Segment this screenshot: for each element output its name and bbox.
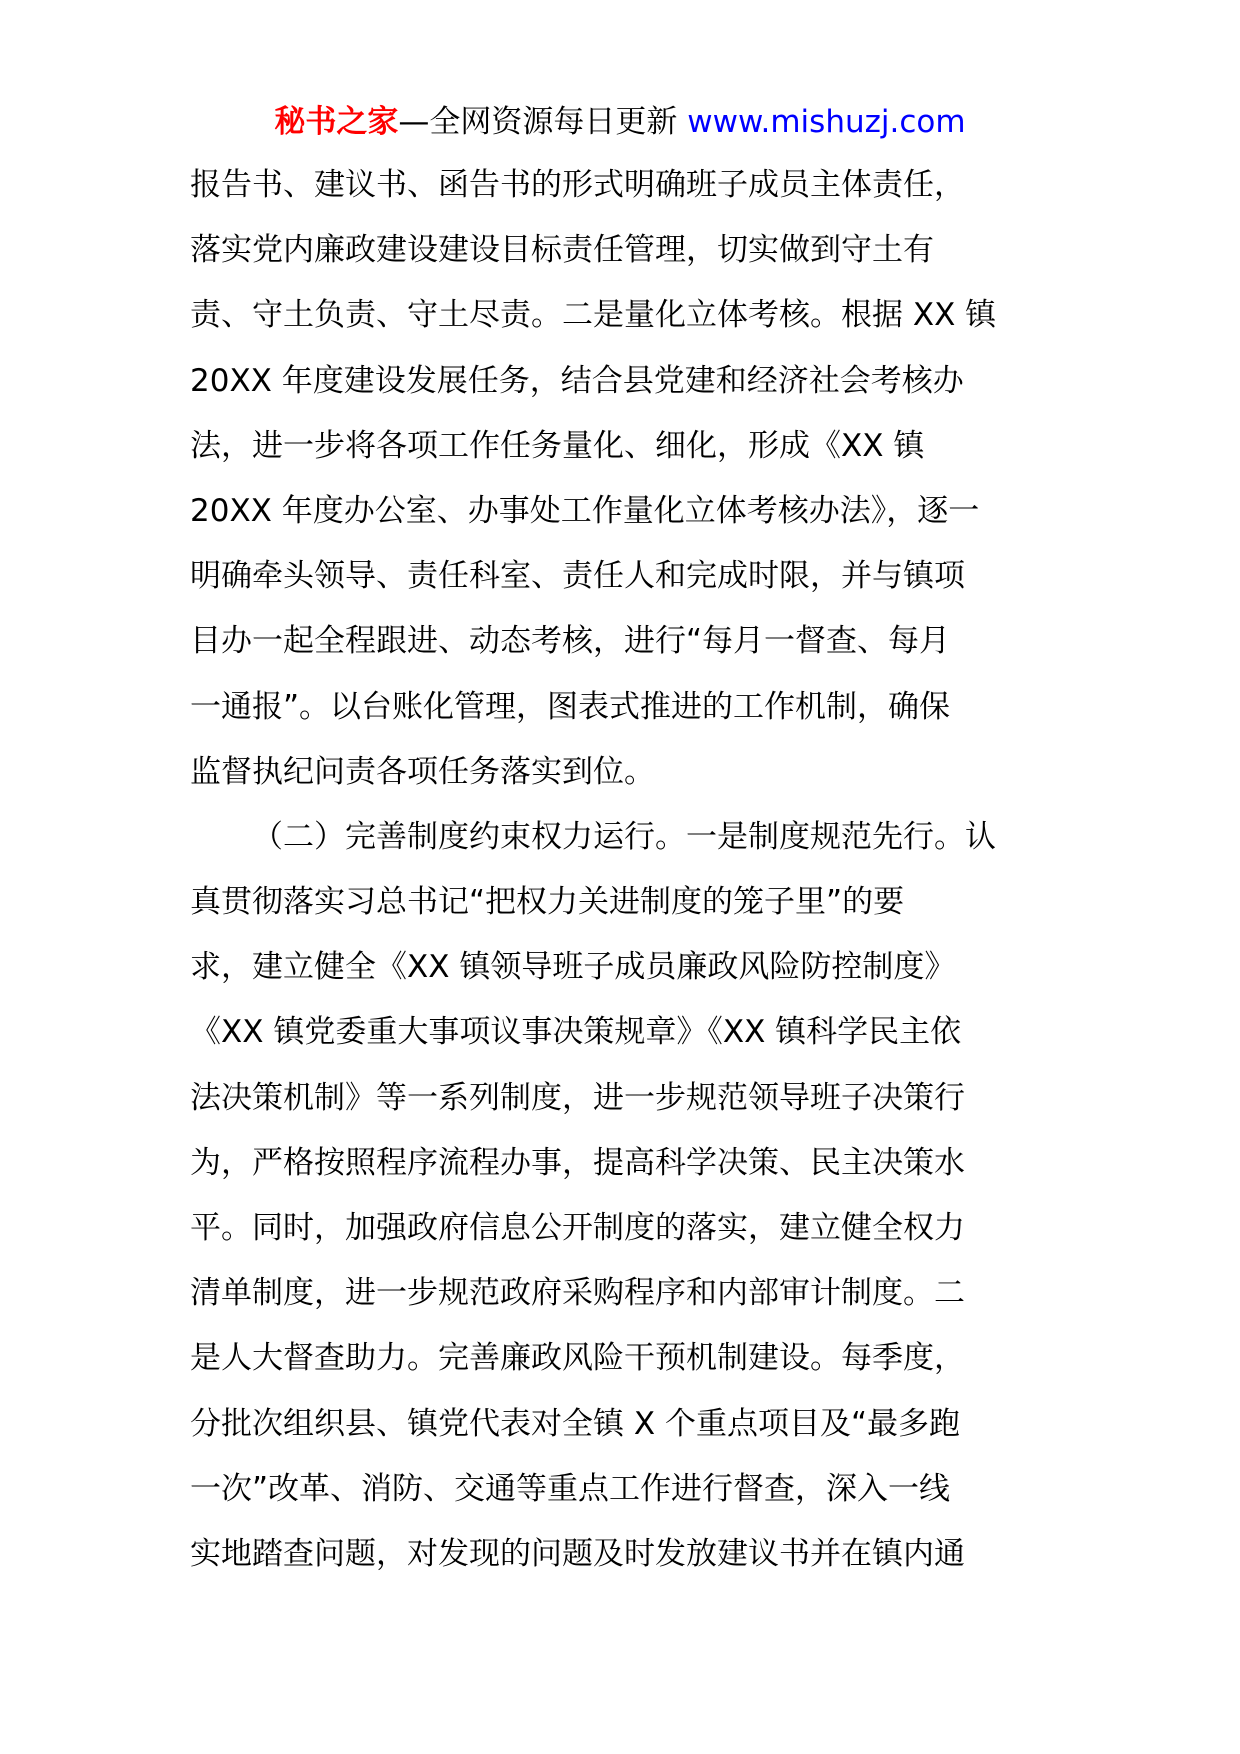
- text-line: 一通报”。以台账化管理，图表式推进的工作机制，确保: [190, 688, 951, 725]
- text-line: 落实党内廉政建设建设目标责任管理，切实做到守土有: [190, 232, 934, 269]
- site-header: [0, 100, 1240, 144]
- text-line: 一次”改革、消防、交通等重点工作进行督查，深入一线: [190, 1470, 951, 1507]
- text-line: 报告书、建议书、函告书的形式明确班子成员主体责任，: [190, 167, 965, 203]
- text-line: 《XX 镇党委重大事项议事决策规章》《XX 镇科学民主依: [190, 1014, 962, 1051]
- text-line: 20XX 年度建设发展任务，结合县党建和经济社会考核办: [190, 362, 964, 399]
- document-body: [190, 163, 1070, 1597]
- site-tagline: —全网资源每日更新: [398, 104, 678, 140]
- text-line: 分批次组织县、镇党代表对全镇 X 个重点项目及“最多跑: [190, 1405, 961, 1442]
- text-line: 清单制度，进一步规范政府采购程序和内部审计制度。二: [190, 1275, 965, 1312]
- text-line: 责、守土负责、守土尽责。二是量化立体考核。根据 XX 镇: [190, 297, 997, 334]
- text-line: 法决策机制》等一系列制度，进一步规范领导班子决策行: [190, 1079, 965, 1116]
- text-line: 监督执纪问责各项任务落实到位。: [190, 753, 655, 790]
- text-line: 求，建立健全《XX 镇领导班子成员廉政风险防控制度》: [190, 949, 956, 986]
- text-line: 目办一起全程跟进、动态考核，进行“每月一督查、每月: [190, 623, 951, 660]
- text-line: 为，严格按照程序流程办事，提高科学决策、民主决策水: [190, 1144, 965, 1181]
- text-line: 明确牵头领导、责任科室、责任人和完成时限，并与镇项: [190, 558, 965, 595]
- text-line: 实地踏查问题，对发现的问题及时发放建议书并在镇内通: [190, 1535, 965, 1572]
- text-line: 法，进一步将各项工作任务量化、细化，形成《XX 镇: [190, 427, 925, 464]
- site-brand: 秘书之家: [274, 104, 399, 140]
- site-url[interactable]: www.mishuzj.com: [687, 104, 966, 140]
- text-line: 是人大督查助力。完善廉政风险干预机制建设。每季度，: [190, 1340, 965, 1377]
- text-line: 20XX 年度办公室、办事处工作量化立体考核办法》，逐一: [190, 492, 980, 529]
- section-heading-line: （二）完善制度约束权力运行。一是制度规范先行。认: [252, 818, 996, 855]
- text-line: 平。同时，加强政府信息公开制度的落实，建立健全权力: [190, 1210, 965, 1246]
- text-line: 真贯彻落实习总书记“把权力关进制度的笼子里”的要: [190, 884, 905, 921]
